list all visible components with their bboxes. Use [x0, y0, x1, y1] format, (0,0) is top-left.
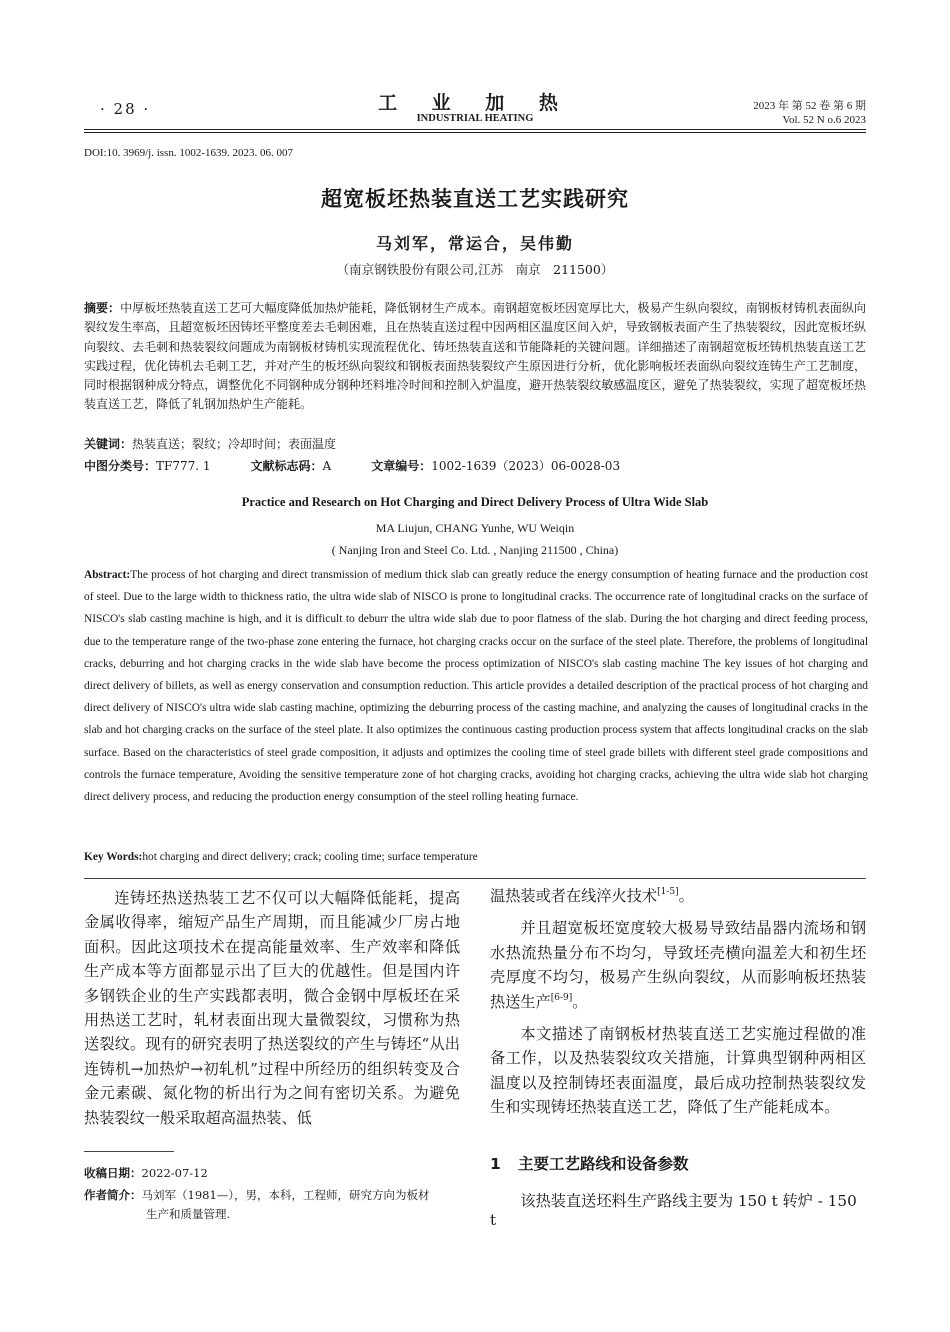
issue-info	[753, 99, 866, 127]
author-bio-line1: 马刘军（1981—），男，本科，工程师，研究方向为板材	[141, 1188, 430, 1202]
author-bio-label: 作者简介：	[84, 1188, 142, 1202]
footnote-author-bio	[84, 1186, 464, 1224]
wide-slab-tail: 。	[572, 992, 588, 1011]
section-rule	[84, 878, 866, 879]
doc-code-label: 文献标志码：	[250, 459, 323, 473]
section-1-title: 主要工艺路线和设备参数	[518, 1155, 689, 1173]
author-bio-line2: 生产和质量管理.	[146, 1207, 231, 1221]
doi: DOI:10. 3969/j. issn. 1002-1639. 2023. 06. 007	[84, 147, 293, 159]
doc-code-value: A	[322, 459, 332, 473]
citation-ref: [6-9]	[550, 992, 573, 1003]
abstract-en	[84, 564, 868, 808]
keywords-en-label: Key Words:	[84, 851, 143, 863]
header-rule-thin	[84, 132, 866, 133]
affiliation-en: ( Nanjing Iron and Steel Co. Ltd. , Nanjing 211500 , China)	[331, 543, 619, 557]
article-title-en: Practice and Research on Hot Charging and Direct Delivery Process of Ultra Wide Slab	[241, 495, 709, 509]
wide-slab-text: 并且超宽板坯宽度较大极易导致结晶器内流场和钢水热流热量分布不均匀，导致坯壳横向温差大和初生坯壳厚度不均匀，极易产生纵向裂纹，从而影响板坯热装热送生产	[490, 919, 866, 1011]
header-rule	[84, 129, 866, 130]
authors-en: MA Liujun, CHANG Yunhe, WU Weiqin	[375, 521, 575, 535]
section-1-heading	[490, 1152, 689, 1174]
clc-value: TF777. 1	[156, 459, 211, 473]
keywords-en-text: hot charging and direct delivery; crack; cooling time; surface temperature	[142, 851, 478, 863]
paper-scope-paragraph: 本文描述了南钢板材热装直送工艺实施过程做的准备工作，以及热装裂纹攻关措施，计算典型钢种两相区温度以及控制铸坯表面温度，最后成功控制热装裂纹发生和实现铸坯热装直送工艺，降低了生产能耗成本。	[490, 1025, 866, 1117]
abstract-cn-label: 摘要：	[84, 301, 121, 315]
footnote-received	[84, 1164, 464, 1183]
intro-paragraph: 连铸坯热送热装工艺不仅可以大幅降低能耗，提高金属收得率，缩短产品生产周期，而且能减少厂房占地面积。因此这项技术在提高能量效率、生产效率和降低生产成本等方面都显示出了巨大的优越性。但是国内许多钢铁企业的生产实践都表明，微合金钢中厚板坯在采用热送工艺时，轧材表面出现大量微裂纹，习惯称为热送裂纹。现有的研究表明了热送裂纹的产生与铸坯“从出连铸机→加热炉→初轧机”过程中所经历的组织转变及合金元素碳、氮化物的析出行为之间有密切关系。为避免热装裂纹一般采取超高温热装、低	[84, 889, 460, 1127]
keywords-en	[84, 851, 478, 863]
keywords-cn-text: 热装直送；裂纹；冷却时间；表面温度	[132, 437, 337, 451]
journal-title-cn: 工 业 加 热	[378, 92, 572, 114]
article-title-cn: 超宽板坯热装直送工艺实践研究	[321, 187, 629, 211]
keywords-cn-label: 关键词：	[84, 437, 133, 451]
intro-continuation	[490, 884, 866, 908]
classification	[84, 457, 620, 474]
issue-cn: 2023 年 第 52 卷 第 6 期	[753, 100, 866, 112]
affiliation-cn: （南京钢铁股份有限公司,江苏 南京 211500）	[336, 262, 614, 277]
section-1-first-line: 该热装直送坯料生产路线主要为 150 t 转炉 - 150 t	[490, 1192, 857, 1229]
authors-cn: 马刘军，常运合，吴伟勤	[375, 234, 574, 253]
intro-continuation-tail: 。	[678, 887, 694, 905]
received-label: 收稿日期：	[84, 1166, 142, 1180]
article-no-label: 文章编号：	[371, 459, 432, 473]
abstract-en-text: The process of hot charging and direct transmission of medium thick slab can greatly reduce the energy consumption of heating furnace and the production cost of steel. Due to the large width to thickness ratio, the ultra wide slab of NISCO is prone to longitudinal cracks. The occurrence rate of longitudinal cracks on the surface of NISCO's slab casting machine is high, and it is difficult to deburr the ultra wide slab due to poor flatness of the slab. During the hot charging and direct feeding process, due to the temperature range of the two-phase zone entering the furnace, hot charging cracks occur on the surface of the steel plate. Therefore, the problems of longitudinal cracks, deburring and hot charging cracks in the wide slab have become the process optimization of NISCO's slab casting machine The key issues of hot charging and direct delivery of billets, as well as energy conservation and consumption reduction. This article provides a detailed description of the practical process of hot charging and direct delivery of NISCO's ultra wide slab casting machine, optimizing the deburring process of the casting machine, and analyzing the causes of longitudinal cracks in the slab and hot charging cracks on the surface of the steel plate. It also optimizes the continuous casting production process system that affects longitudinal cracks on the slab surface. Based on the characteristics of steel grade composition, it adjusts and optimizes the cooling time of steel grade billets with different steel grade compositions and controls the furnace temperature, Avoiding the sensitive temperature zone of hot charging cracks, avoiding hot charging cracks, achieving the ultra wide slab hot charging direct delivery process, and reducing the production energy consumption of the steel rolling heating furnace.	[84, 569, 868, 804]
wide-slab-paragraph	[490, 916, 866, 1014]
abstract-cn-text: 中厚板坯热装直送工艺可大幅度降低加热炉能耗，降低钢材生产成本。南钢超宽板坯因宽厚比大，极易产生纵向裂纹，南钢板材铸机表面纵向裂纹发生率高，且超宽板坯因铸坯平整度差去毛刺困难，且在热装直送过程中因两相区温度区间入炉，导致钢板表面产生了热装裂纹，因此宽板坯纵向裂纹、去毛刺和热装裂纹问题成为南钢板材铸机实现流程优化、铸坯热装直送和节能降耗的关键问题。详细描述了南钢超宽板坯铸机热装直送工艺实践过程，优化铸机去毛刺工艺，并对产生的板坯纵向裂纹和钢板表面热装裂纹产生原因进行分析，优化影响板坯表面纵向裂纹连铸生产工艺制度，同时根据钢种成分特点，调整优化不同钢种成分钢种坯料堆冷时间和控制入炉温度，避开热装裂纹敏感温度区，避免了热装裂纹，实现了超宽板坯热装直送工艺，降低了轧钢加热炉生产能耗。	[84, 301, 866, 412]
issue-en: Vol. 52 N o.6 2023	[782, 114, 866, 126]
page-number: · 28 ·	[100, 100, 151, 118]
abstract-en-label: Abstract:	[84, 569, 131, 581]
intro-continuation-text: 温热装或者在线淬火技术	[490, 887, 658, 905]
abstract-cn	[84, 299, 866, 415]
keywords-cn	[84, 435, 336, 452]
article-no-value: 1002-1639（2023）06-0028-03	[431, 459, 621, 473]
footnote-rule	[84, 1151, 174, 1152]
clc-label: 中图分类号：	[84, 459, 157, 473]
received-value: 2022-07-12	[141, 1166, 208, 1180]
journal-title-en: INDUSTRIAL HEATING	[416, 113, 534, 124]
body-right-column	[490, 884, 866, 1120]
citation-ref: [1-5]	[657, 887, 679, 897]
section-1-number: 1	[490, 1155, 501, 1173]
body-left-column	[84, 886, 460, 1130]
